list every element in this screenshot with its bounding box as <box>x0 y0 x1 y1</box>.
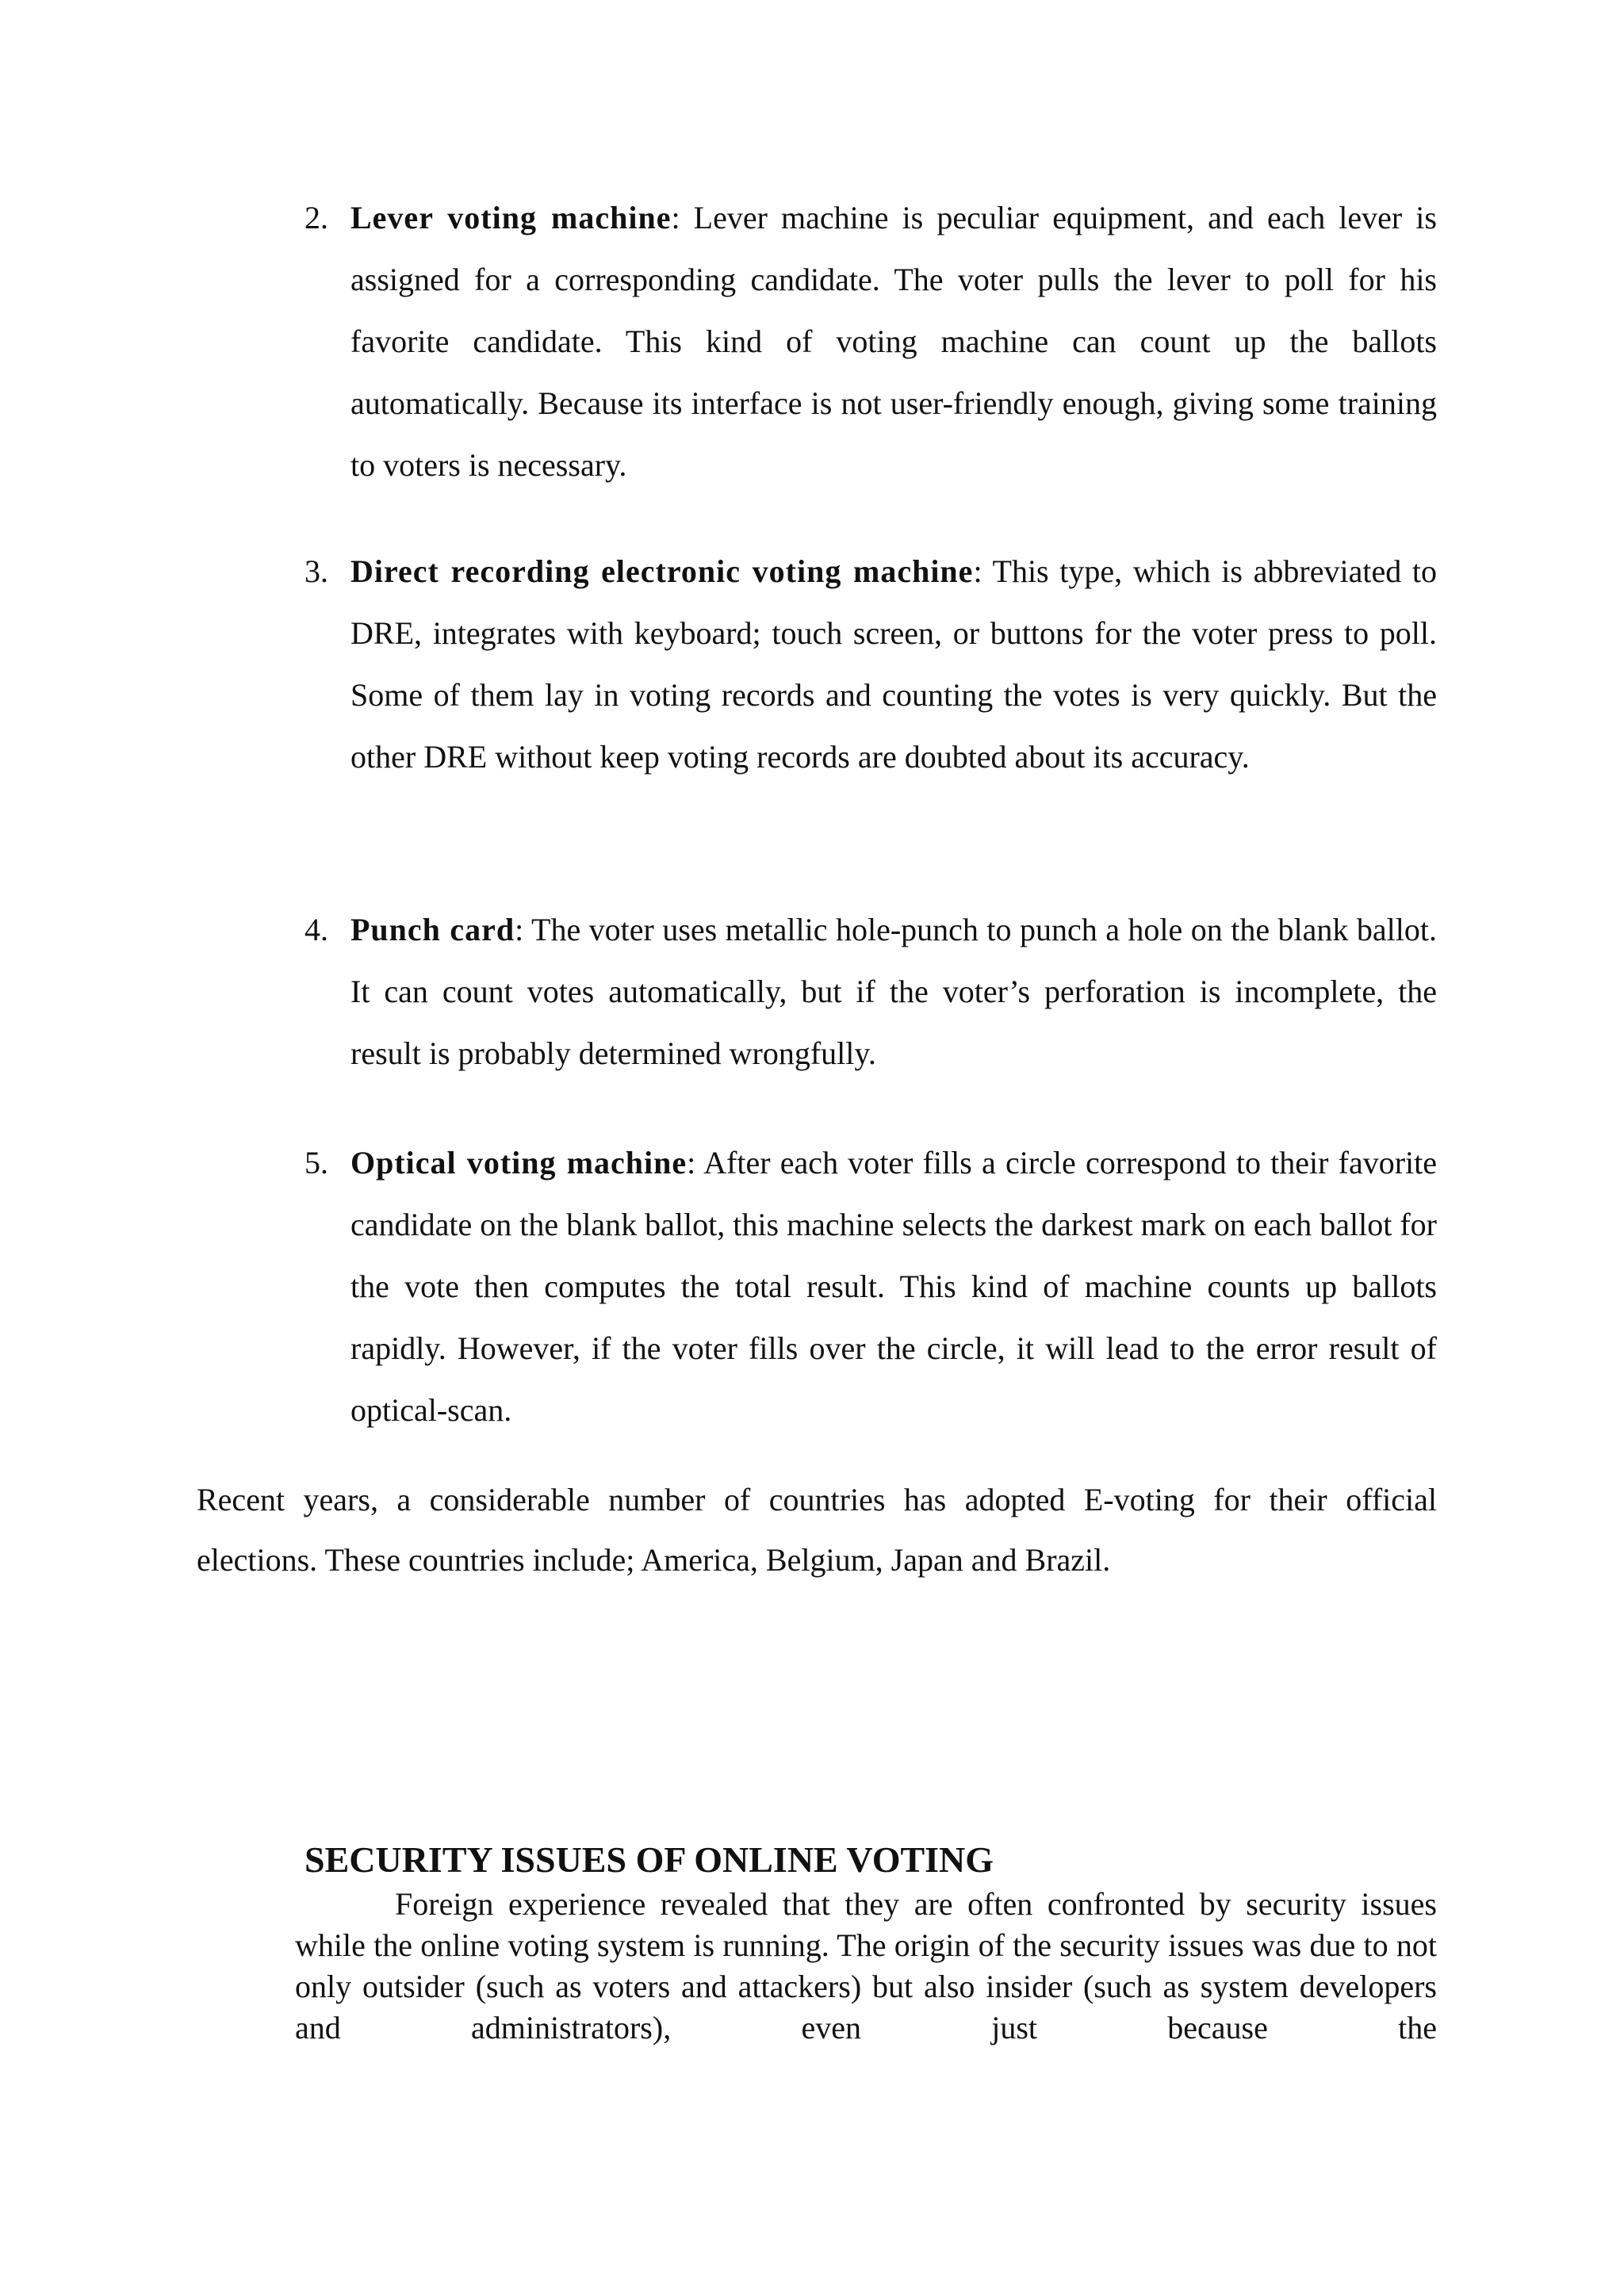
section-heading: SECURITY ISSUES OF ONLINE VOTING <box>304 1839 994 1880</box>
list-item-term: Punch card <box>350 912 515 947</box>
list-item-body <box>350 541 1437 788</box>
list-item-text: : The voter uses metallic hole-punch to punch a hole on the blank ballot. It can count votes automatically, but if the voter’s perforation is incomplete, the result is probably determined wrongfully. <box>350 912 1437 1071</box>
list-item-term: Optical voting machine <box>350 1145 688 1181</box>
section-paragraph: Foreign experience revealed that they are often confronted by security issues while the online voting system is running. The origin of the security issues was due to not only outsider (such as voters and attackers) but also insider (such as system developers and administrators), even just because the <box>295 1886 1437 2045</box>
list-item-text: : This type, which is abbreviated to DRE, integrates with keyboard; touch screen, or buttons for the voter press to poll. Some of them lay in voting records and counting the votes is very quickly. But the other DRE without keep voting records are doubted about its accuracy. <box>350 553 1437 775</box>
list-item-text: : Lever machine is peculiar equipment, and each lever is assigned for a corresponding candidate. The voter pulls the lever to poll for his favorite candidate. This kind of voting machine can count up the ballots automatically. Because its interface is not user-friendly enough, giving some training to voters is necessary. <box>350 200 1437 483</box>
recent-years-paragraph: Recent years, a considerable number of countries has adopted E-voting for their official elections. These countries include; America, Belgium, Japan and Brazil. <box>197 1482 1437 1578</box>
list-item-term: Direct recording electronic voting machine <box>350 553 974 589</box>
list-item-number: 4. <box>304 912 328 947</box>
list-item-number: 2. <box>304 200 328 235</box>
list-item-number: 5. <box>304 1145 328 1181</box>
list-item-body <box>350 187 1437 496</box>
list-item-term: Lever voting machine <box>350 200 672 235</box>
list-item-number: 3. <box>304 553 328 589</box>
list-item-text: : After each voter fills a circle correspond to their favorite candidate on the blank ballot, this machine selects the darkest mark on each ballot for the vote then computes the total result. This kind of machine counts up ballots rapidly. However, if the voter fills over the circle, it will lead to the error result of optical-scan. <box>350 1145 1437 1428</box>
list-item-body <box>350 899 1437 1085</box>
list-item-body <box>350 1132 1437 1441</box>
